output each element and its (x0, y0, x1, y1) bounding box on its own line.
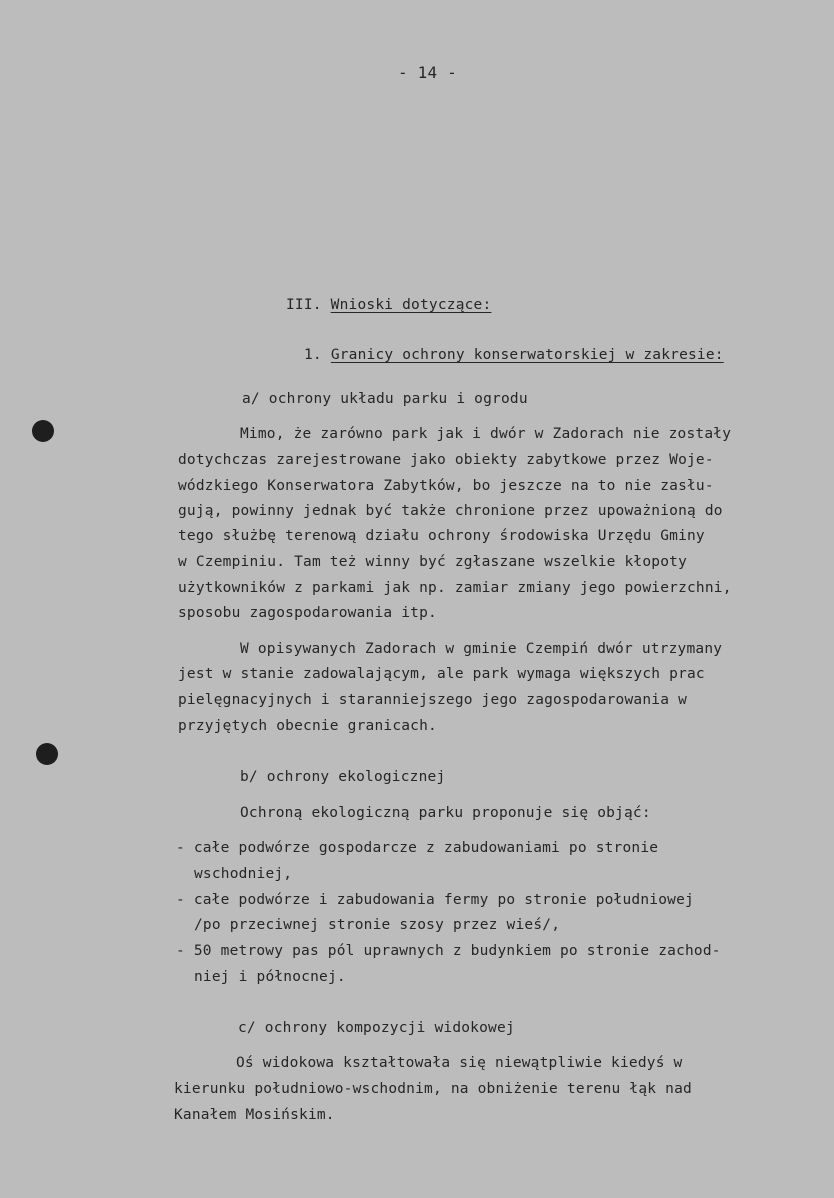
page-number: - 14 - (398, 63, 457, 82)
part-c-heading: c/ ochrony kompozycji widokowej (238, 1020, 515, 1036)
part-c-para-line: Oś widokowa kształtowała się niewątpliwie kiedyś w (236, 1055, 683, 1071)
part-a-para1-line: wódzkiego Konserwatora Zabytków, bo jeszcze na to nie zasłu- (178, 478, 714, 494)
list-item: - całe podwórze gospodarcze z zabudowaniami po stronie (176, 840, 659, 856)
section-numeral: III. (286, 297, 322, 313)
part-a-para1-line: Mimo, że zarówno park jak i dwór w Zadorach nie zostały (240, 426, 732, 442)
punch-hole (32, 420, 54, 442)
part-c-para-line: Kanałem Mosińskim. (174, 1107, 335, 1123)
list-item: - 50 metrowy pas pól uprawnych z budynkiem po stronie zachod- (176, 943, 721, 959)
part-a-para1-line: sposobu zagospodarowania itp. (178, 605, 437, 621)
part-a-para2-line: przyjętych obecnie granicach. (178, 718, 437, 734)
subsection-number: 1. (304, 347, 322, 363)
part-a-heading: a/ ochrony układu parku i ogrodu (242, 391, 528, 407)
part-a-para1-line: gują, powinny jednak być także chronione przez upoważnioną do (178, 503, 723, 519)
list-item-continuation: niej i północnej. (194, 969, 346, 985)
subsection-heading (304, 347, 724, 363)
part-a-para1-line: dotychczas zarejestrowane jako obiekty zabytkowe przez Woje- (178, 452, 714, 468)
part-a-para1-line: użytkowników z parkami jak np. zamiar zmiany jego powierzchni, (178, 580, 732, 596)
list-item: - całe podwórze i zabudowania fermy po stronie południowej (176, 892, 694, 908)
section-title: Wnioski dotyczące: (330, 297, 492, 313)
part-a-para1-line: tego służbę terenową działu ochrony środowiska Urzędu Gminy (178, 528, 705, 544)
part-b-heading: b/ ochrony ekologicznej (240, 769, 446, 785)
part-b-intro: Ochroną ekologiczną parku proponuje się objąć: (240, 805, 651, 821)
part-a-para2-line: jest w stanie zadowalającym, ale park wymaga większych prac (178, 666, 705, 682)
punch-hole (36, 743, 58, 765)
list-item-continuation: wschodniej, (194, 866, 293, 882)
part-a-para2-line: W opisywanych Zadorach w gminie Czempiń dwór utrzymany (240, 641, 723, 657)
part-a-para1-line: w Czempiniu. Tam też winny być zgłaszane wszelkie kłopoty (178, 554, 687, 570)
part-a-para2-line: pielęgnacyjnych i staranniejszego jego zagospodarowania w (178, 692, 687, 708)
section-heading (286, 297, 491, 313)
part-c-para-line: kierunku południowo-wschodnim, na obniżenie terenu łąk nad (174, 1081, 692, 1097)
list-item-continuation: /po przeciwnej stronie szosy przez wieś/, (194, 917, 561, 933)
subsection-title: Granicy ochrony konserwatorskiej w zakresie: (330, 347, 724, 363)
